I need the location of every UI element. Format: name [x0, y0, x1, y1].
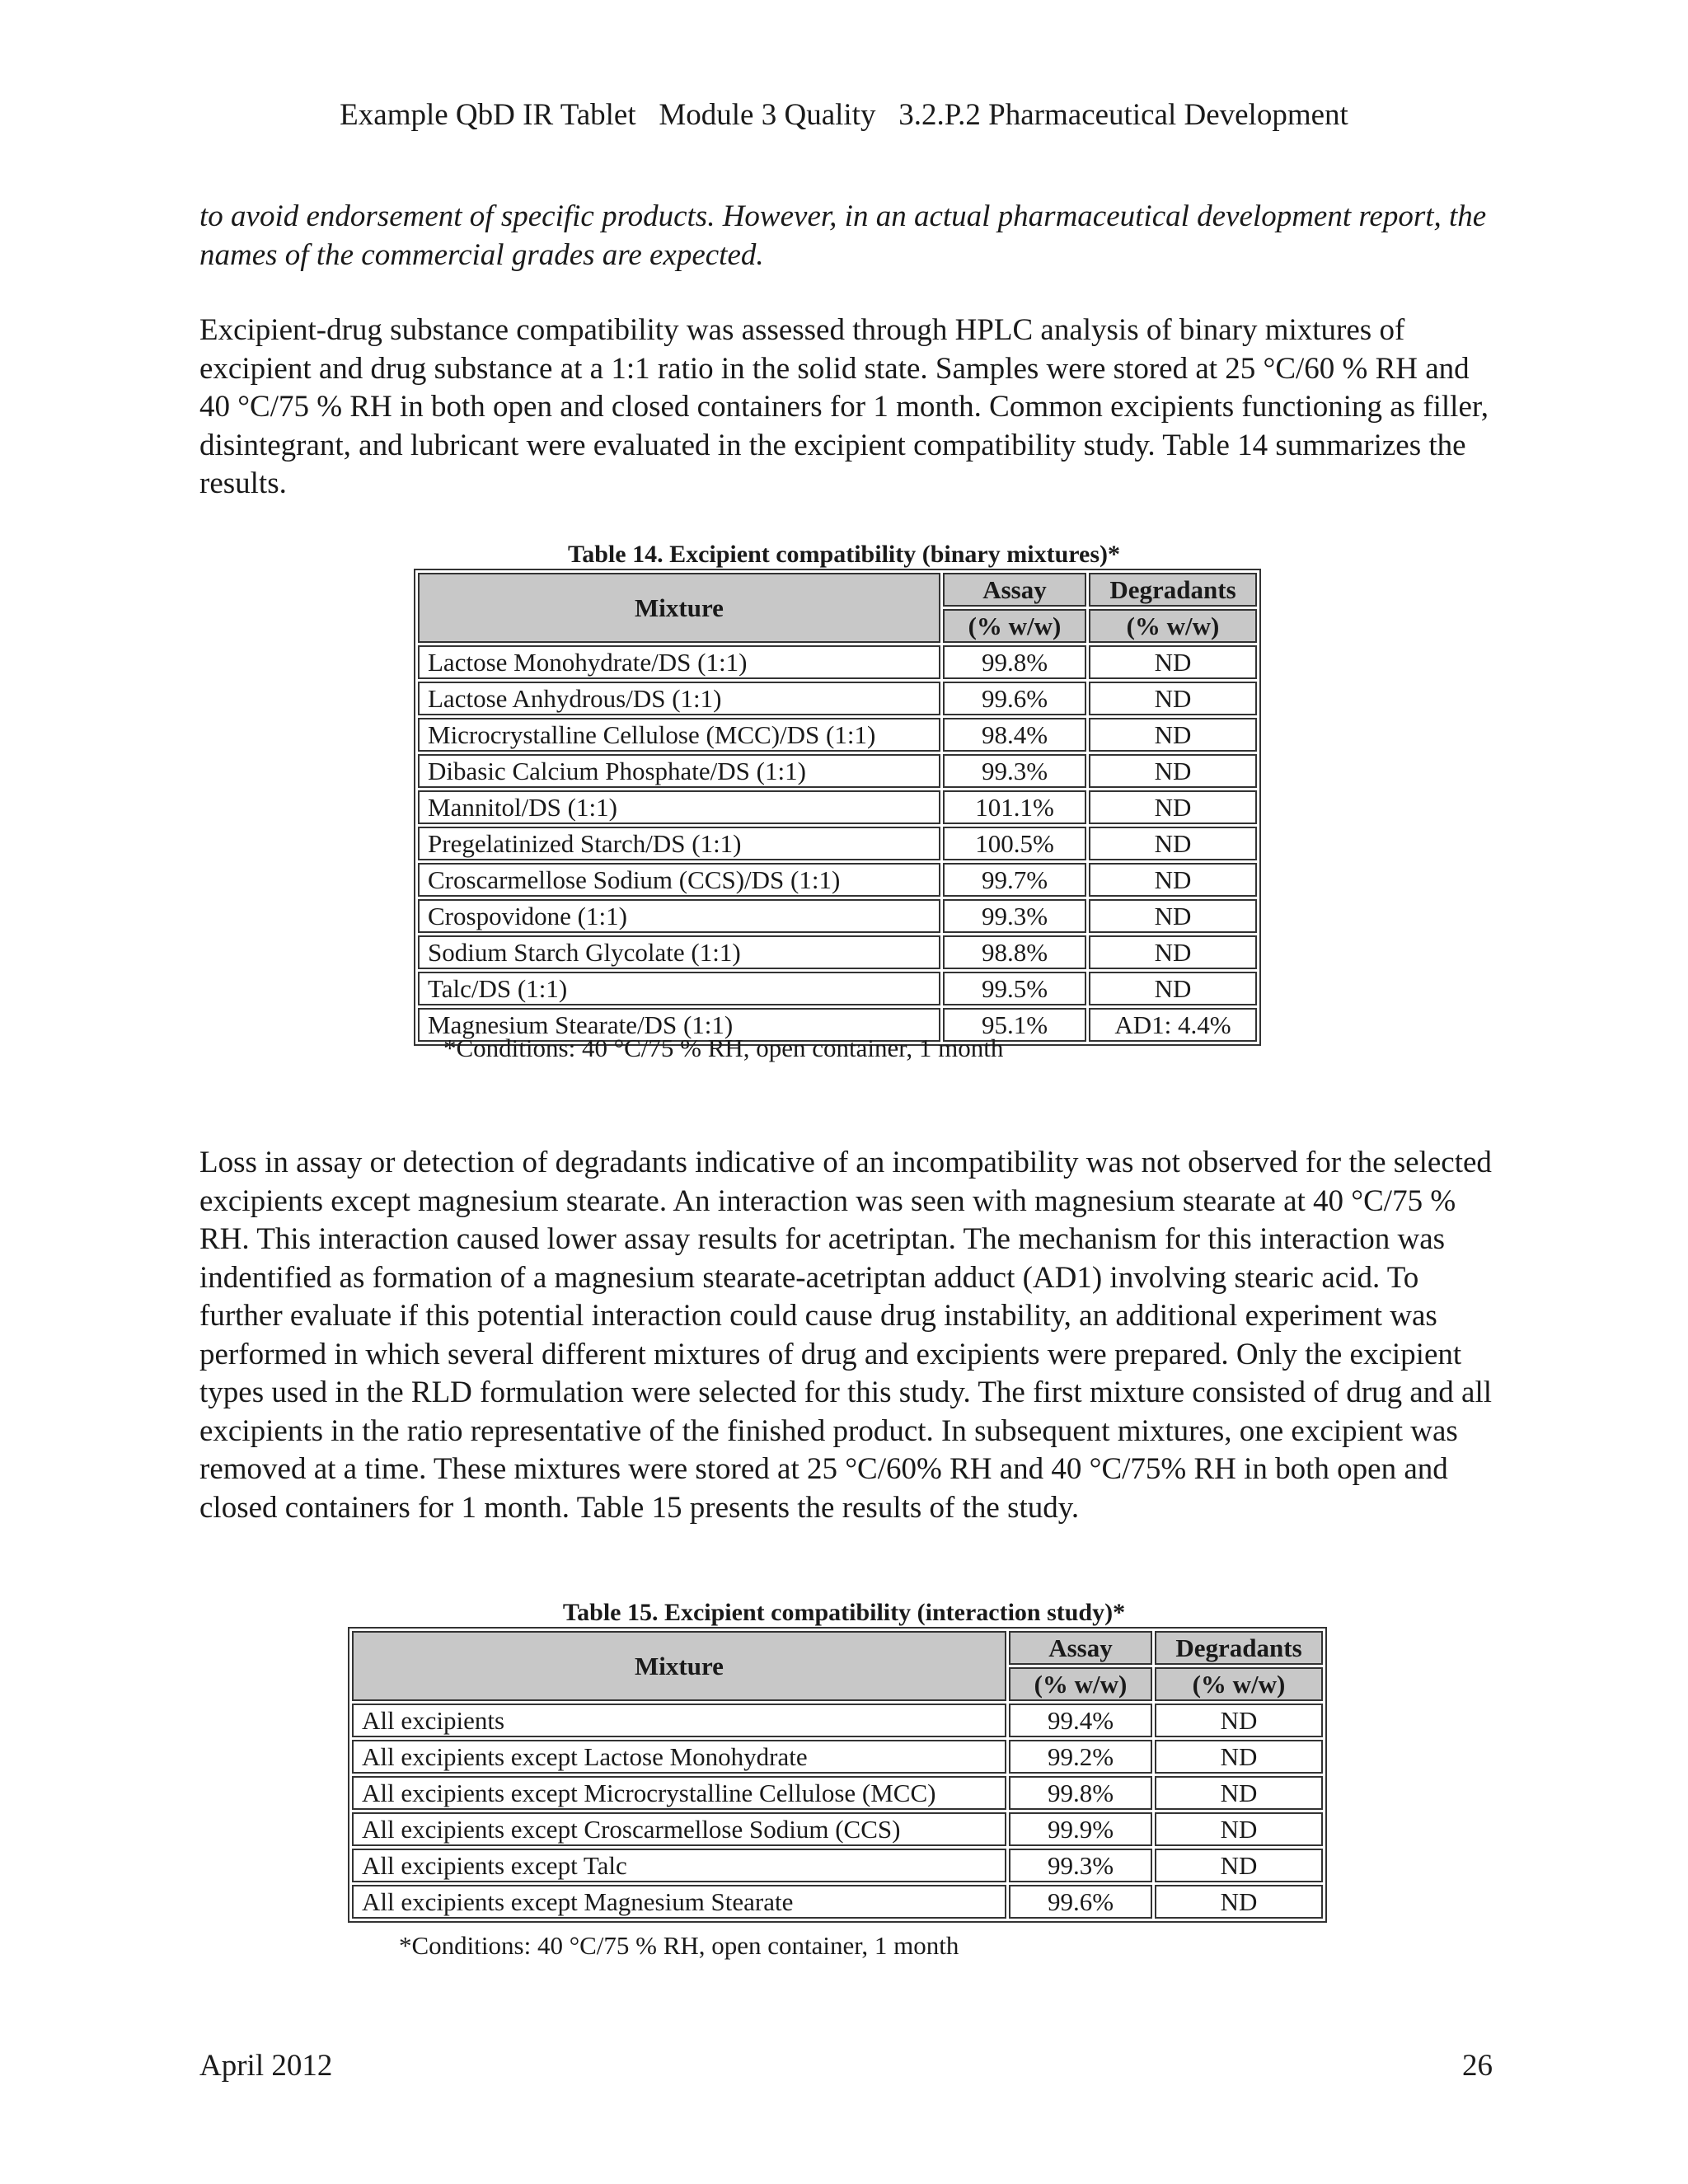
table14-header-mixture: Mixture: [418, 573, 940, 643]
degradants-cell: ND: [1089, 790, 1257, 824]
assay-cell: 99.8%: [1009, 1776, 1152, 1810]
table-row: [418, 682, 1257, 715]
table-row: [418, 645, 1257, 679]
assay-cell: 99.2%: [1009, 1740, 1152, 1774]
table-row: [418, 972, 1257, 1005]
degradants-cell: ND: [1155, 1740, 1323, 1774]
degradants-cell: ND: [1155, 1849, 1323, 1882]
compatibility-paragraph: Excipient-drug substance compatibility was assessed through HPLC analysis of binary mixtures of excipient and drug substance at a 1:1 ratio in the solid state. Samples were stored at 25 °C/60 % RH and 40 °C/75 % RH in both open and closed containers for 1 month. Common excipients functioning as filler, disintegrant, and lubricant were evaluated in the excipient compatibility study. Table 14 summarizes the results.: [199, 313, 1489, 500]
mixture-cell: Dibasic Calcium Phosphate/DS (1:1): [418, 754, 940, 788]
degradants-cell: ND: [1155, 1776, 1323, 1810]
degradants-cell: ND: [1089, 682, 1257, 715]
mixture-cell: Crospovidone (1:1): [418, 899, 940, 933]
mixture-cell: Croscarmellose Sodium (CCS)/DS (1:1): [418, 863, 940, 897]
table-row: [352, 1740, 1323, 1774]
assay-cell: 98.8%: [943, 935, 1086, 969]
footer-date: April 2012: [199, 2049, 333, 2083]
degradants-cell: ND: [1089, 754, 1257, 788]
mixture-cell: All excipients except Croscarmellose Sodium (CCS): [352, 1812, 1006, 1846]
mixture-cell: Lactose Monohydrate/DS (1:1): [418, 645, 940, 679]
assay-cell: 101.1%: [943, 790, 1086, 824]
footer-page-number: 26: [1462, 2049, 1493, 2083]
table15-note: *Conditions: 40 °C/75 % RH, open container, 1 month: [399, 1931, 959, 1960]
table15-header-assay: Assay: [1009, 1631, 1152, 1665]
mixture-cell: Sodium Starch Glycolate (1:1): [418, 935, 940, 969]
mixture-cell: All excipients except Microcrystalline Cellulose (MCC): [352, 1776, 1006, 1810]
assay-cell: 99.6%: [943, 682, 1086, 715]
table-row: [352, 1849, 1323, 1882]
assay-cell: 100.5%: [943, 827, 1086, 860]
table15-unit-degradants: (% w/w): [1155, 1667, 1323, 1701]
assay-cell: 95.1%: [943, 1008, 1086, 1042]
assay-cell: 99.3%: [1009, 1849, 1152, 1882]
table14: [414, 569, 1261, 1046]
table14-header-assay: Assay: [943, 573, 1086, 607]
table-row: [352, 1704, 1323, 1737]
interaction-paragraph: Loss in assay or detection of degradants indicative of an incompatibility was not observed for the selected excipients except magnesium stearate. An interaction was seen with magnesium stearate at 40 °C/75 % RH. This interaction caused lower assay results for acetriptan. The mechanism for this interaction was indentified as formation of a magnesium stearate-acetriptan adduct (AD1) involving stearic acid. To further evaluate if this potential interaction could cause drug instability, an additional experiment was performed in which several different mixtures of drug and excipients were prepared. Only the excipient types used in the RLD formulation were selected for this study. The first mixture consisted of drug and all excipients in the ratio representative of the finished product. In subsequent mixtures, one excipient was removed at a time. These mixtures were stored at 25 °C/60% RH and 40 °C/75% RH in both open and closed containers for 1 month. Table 15 presents the results of the study.: [199, 1146, 1493, 1525]
table15: [348, 1627, 1327, 1923]
degradants-cell: ND: [1089, 899, 1257, 933]
table14-note: *Conditions: 40 °C/75 % RH, open container, 1 month: [443, 1033, 1004, 1062]
mixture-cell: Magnesium Stearate/DS (1:1): [418, 1008, 940, 1042]
degradants-cell: ND: [1089, 863, 1257, 897]
degradants-cell: ND: [1155, 1704, 1323, 1737]
table15-header-degradants: Degradants: [1155, 1631, 1323, 1665]
mixture-cell: Mannitol/DS (1:1): [418, 790, 940, 824]
assay-cell: 99.9%: [1009, 1812, 1152, 1846]
assay-cell: 99.4%: [1009, 1704, 1152, 1737]
table-row: [418, 899, 1257, 933]
mixture-cell: All excipients: [352, 1704, 1006, 1737]
degradants-cell: ND: [1089, 645, 1257, 679]
table-row: [352, 1776, 1323, 1810]
table-row: [418, 935, 1257, 969]
assay-cell: 99.3%: [943, 899, 1086, 933]
table-row: [352, 1885, 1323, 1919]
mixture-cell: Talc/DS (1:1): [418, 972, 940, 1005]
mixture-cell: Lactose Anhydrous/DS (1:1): [418, 682, 940, 715]
mixture-cell: Pregelatinized Starch/DS (1:1): [418, 827, 940, 860]
table-row: [418, 718, 1257, 752]
table15-caption: Table 15. Excipient compatibility (interaction study)*: [562, 1599, 1126, 1626]
mixture-cell: Microcrystalline Cellulose (MCC)/DS (1:1): [418, 718, 940, 752]
degradants-cell: ND: [1089, 718, 1257, 752]
assay-cell: 99.5%: [943, 972, 1086, 1005]
page-header: Example QbD IR Tablet Module 3 Quality 3.2.P.2 Pharmaceutical Development: [340, 98, 1348, 132]
table14-unit-degradants: (% w/w): [1089, 609, 1257, 643]
mixture-cell: All excipients except Talc: [352, 1849, 1006, 1882]
table15-header-mixture: Mixture: [352, 1631, 1006, 1701]
assay-cell: 99.8%: [943, 645, 1086, 679]
mixture-cell: All excipients except Magnesium Stearate: [352, 1885, 1006, 1919]
table14-header-degradants: Degradants: [1089, 573, 1257, 607]
assay-cell: 99.3%: [943, 754, 1086, 788]
table-row: [418, 790, 1257, 824]
mixture-cell: All excipients except Lactose Monohydrate: [352, 1740, 1006, 1774]
assay-cell: 98.4%: [943, 718, 1086, 752]
table-row: [418, 754, 1257, 788]
table14-caption: Table 14. Excipient compatibility (binary mixtures)*: [567, 541, 1121, 568]
assay-cell: 99.7%: [943, 863, 1086, 897]
degradants-cell: ND: [1089, 827, 1257, 860]
table-row: [418, 827, 1257, 860]
degradants-cell: AD1: 4.4%: [1089, 1008, 1257, 1042]
table14-unit-assay: (% w/w): [943, 609, 1086, 643]
assay-cell: 99.6%: [1009, 1885, 1152, 1919]
degradants-cell: ND: [1155, 1812, 1323, 1846]
table-row: [418, 863, 1257, 897]
table15-unit-assay: (% w/w): [1009, 1667, 1152, 1701]
degradants-cell: ND: [1089, 935, 1257, 969]
table-row: [352, 1812, 1323, 1846]
intro-italic-paragraph: to avoid endorsement of specific products. However, in an actual pharmaceutical development report, the names of the commercial grades are expected.: [199, 199, 1487, 272]
degradants-cell: ND: [1089, 972, 1257, 1005]
degradants-cell: ND: [1155, 1885, 1323, 1919]
